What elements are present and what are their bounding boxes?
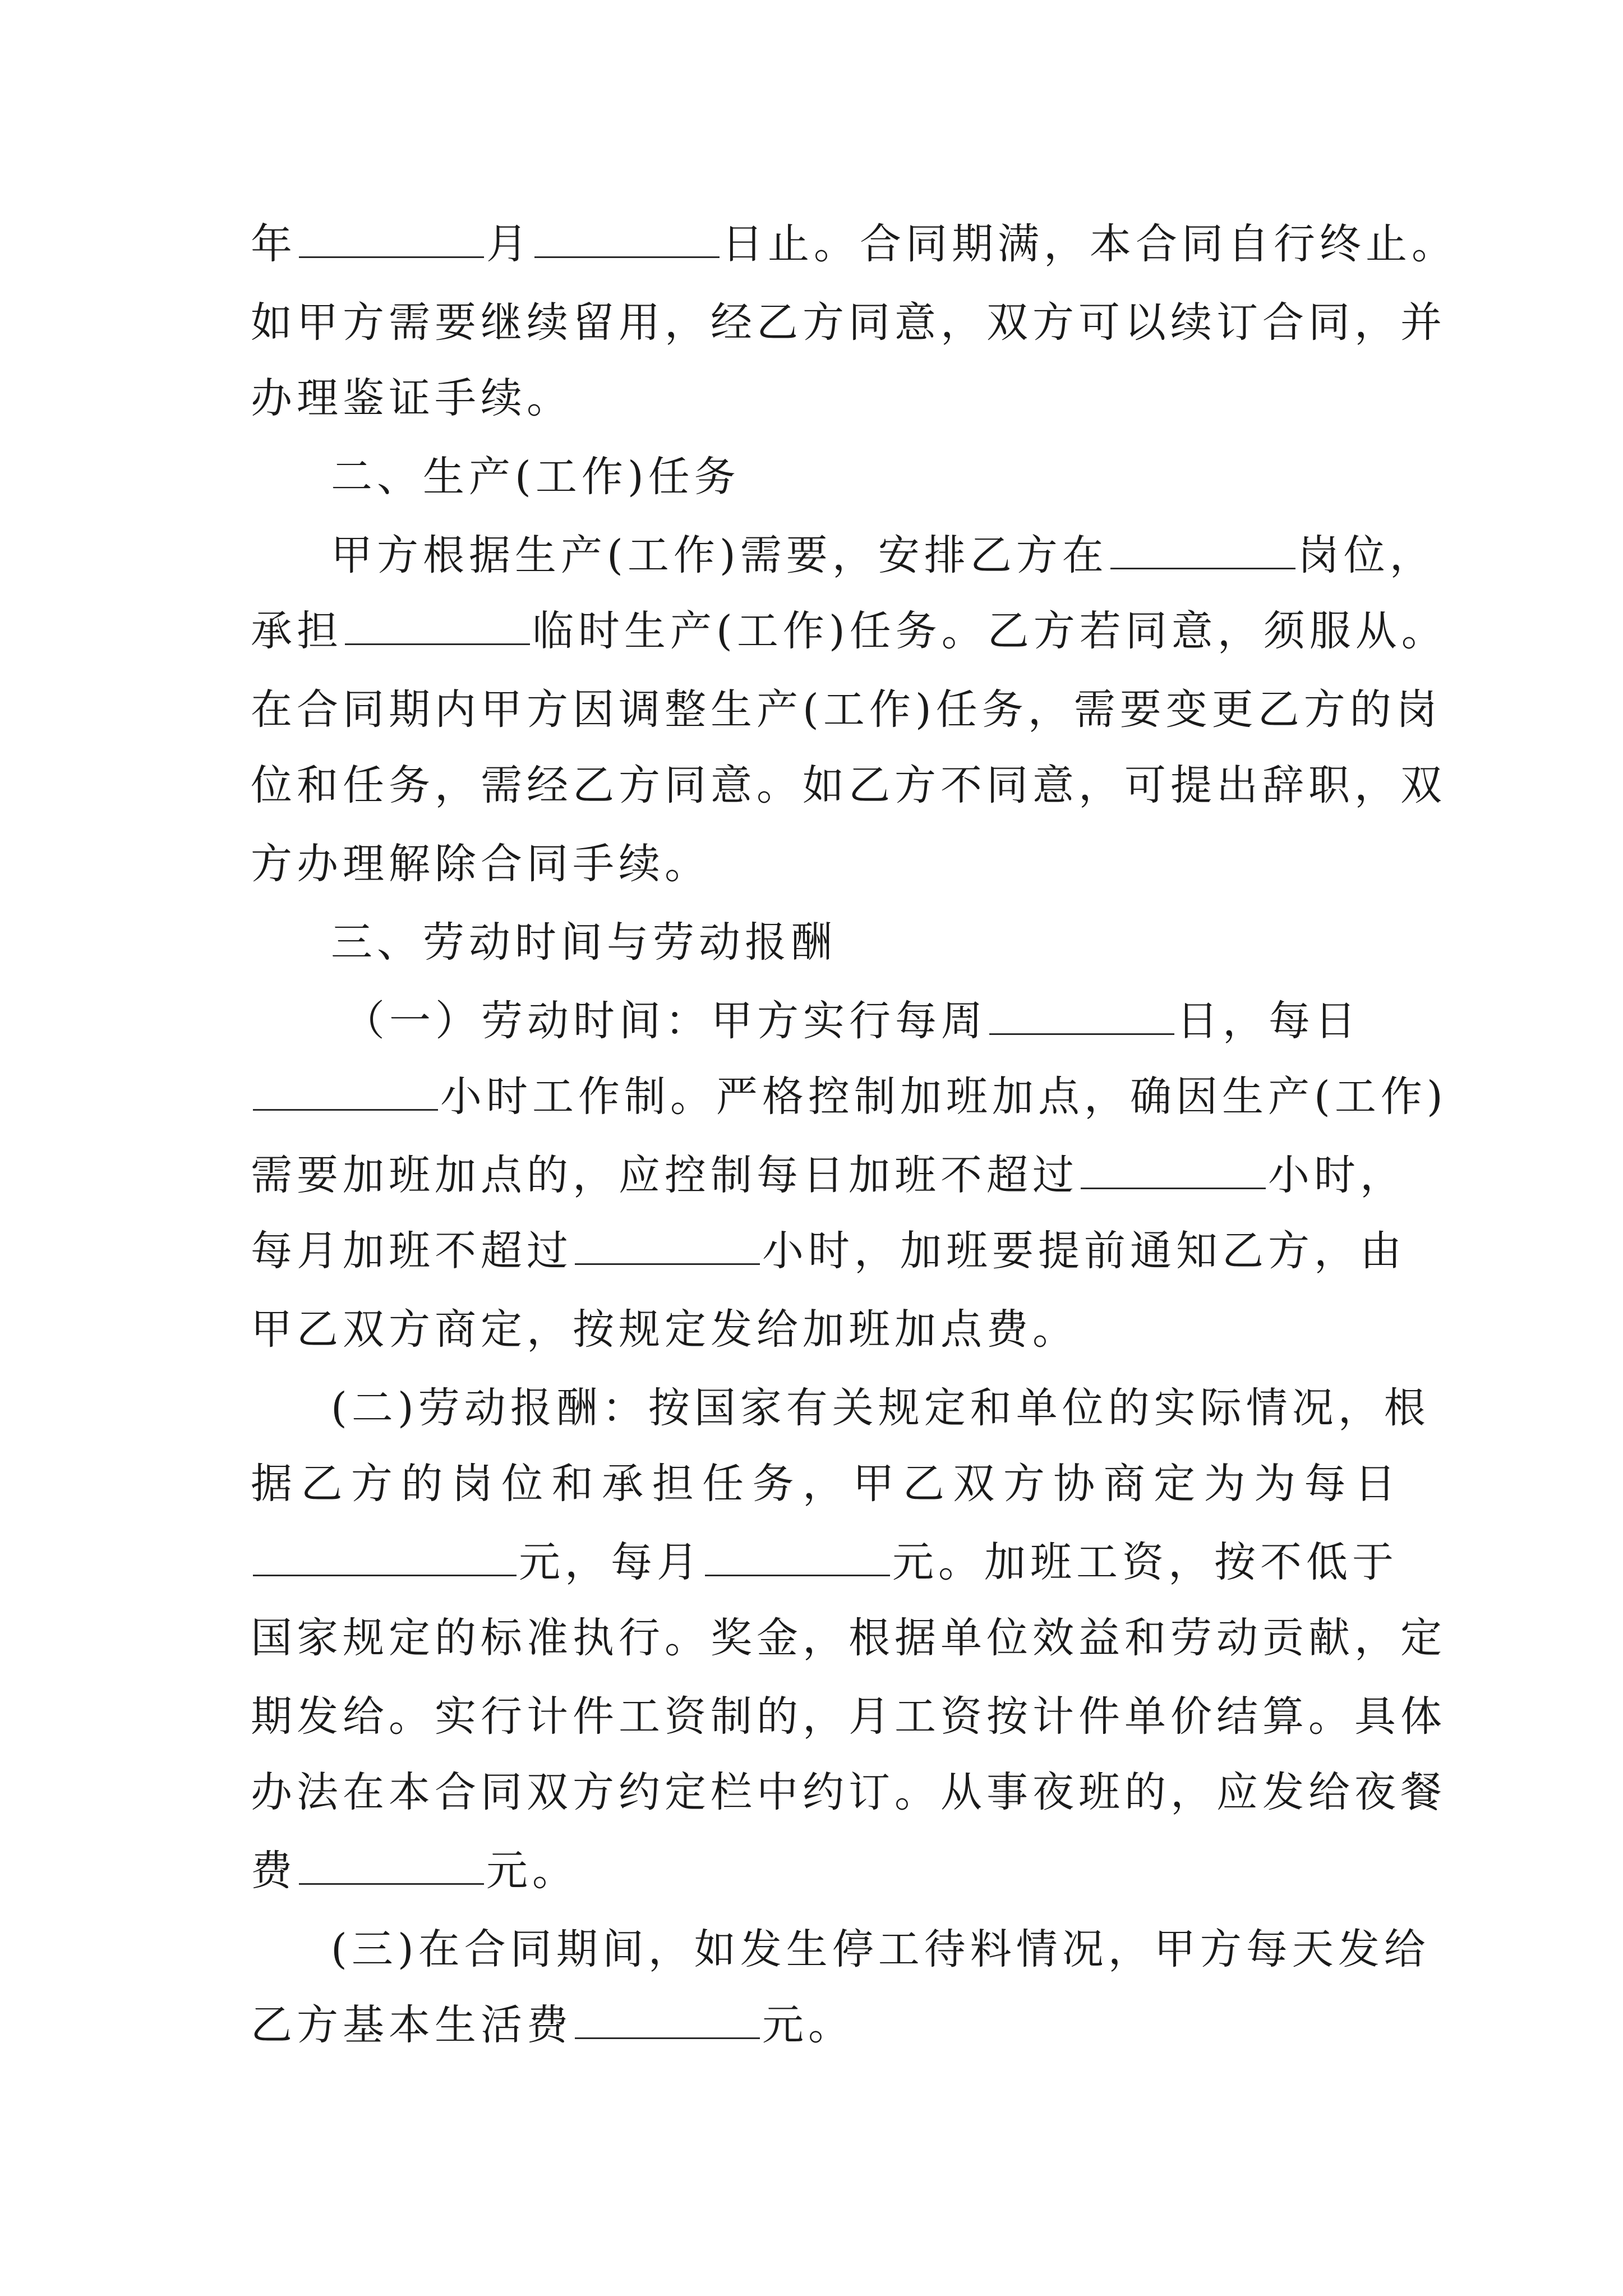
text-line-3: 办理鉴证手续。 [251,374,573,422]
text-line-1 [251,213,1458,275]
fill-in-blank[interactable] [575,1225,760,1265]
fill-in-blank[interactable] [299,218,484,258]
text-segment: 元。加班工资，按不低于 [892,1538,1398,1586]
text-line-18 [251,1531,1400,1593]
fill-in-blank[interactable] [534,218,720,258]
text-line-13 [251,1144,1406,1206]
fill-in-blank[interactable] [345,605,530,645]
text-line-12 [251,1066,1447,1128]
text-segment: 元。 [486,1847,578,1895]
text-segment: 临时生产(工作)任务。乙方若同意，须服从。 [532,607,1447,655]
text-segment: 月 [486,220,532,268]
text-line-9: 方办理解除合同手续。 [251,840,711,888]
text-line-21: 办法在本合同双方约定栏中约订。从事夜班的，应发给夜餐 [251,1768,1446,1816]
fill-in-blank[interactable] [253,1071,438,1111]
text-segment: 日，每日 [1177,997,1361,1045]
text-line-2: 如甲方需要继续留用，经乙方同意，双方可以续订合同，并 [251,298,1446,347]
text-segment: 小时，加班要提前通知乙方，由 [762,1227,1406,1275]
text-line-20: 期发给。实行计件工资制的，月工资按计件单价结算。具体 [251,1692,1446,1741]
text-segment: 每月加班不超过 [251,1227,573,1275]
text-segment: 乙方基本生活费 [251,2001,573,2049]
text-line-19: 国家规定的标准执行。奖金，根据单位效益和劳动贡献，定 [251,1614,1446,1662]
text-line-15: 甲乙双方商定，按规定发给加班加点费。 [251,1305,1078,1354]
fill-in-blank[interactable] [253,1536,517,1576]
text-line-6 [251,600,1447,662]
text-line-17: 据乙方的岗位和承担任务，甲乙双方协商定为为每日 [251,1460,1400,1508]
text-segment: 费 [251,1847,297,1895]
text-segment: 承担 [251,607,343,655]
text-segment: 需要加班加点的，应控制每日加班不超过 [251,1151,1078,1199]
fill-in-blank[interactable] [299,1845,484,1885]
text-segment: 日止。合同期满，本合同自行终止。 [722,220,1458,268]
text-segment: 年 [251,220,297,268]
text-line-5 [331,524,1436,586]
fill-in-blank[interactable] [1081,1149,1266,1189]
text-segment: 元，每月 [519,1538,703,1586]
text-segment: （一）劳动时间：甲方实行每周 [343,997,987,1045]
text-segment: 甲方根据生产(工作)需要，安排乙方在 [331,531,1108,579]
text-segment: 小时工作制。严格控制加班加点，确因生产(工作) [440,1073,1447,1121]
text-line-8: 位和任务，需经乙方同意。如乙方不同意，可提出辞职，双 [251,761,1446,809]
text-line-14 [251,1220,1406,1282]
text-segment: 岗位， [1297,531,1436,579]
text-line-22 [251,1840,1400,1902]
text-line-11 [343,990,1400,1052]
section-heading: 二、生产(工作)任务 [331,453,740,501]
text-line-16: (二)劳动报酬：按国家有关规定和单位的实际情况，根 [331,1384,1430,1432]
fill-in-blank[interactable] [705,1536,890,1576]
fill-in-blank[interactable] [1110,530,1295,569]
fill-in-blank[interactable] [575,1999,760,2039]
text-line-23: (三)在合同期间，如发生停工待料情况，甲方每天发给 [331,1925,1430,1973]
section-heading: 三、劳动时间与劳动报酬 [331,918,837,967]
text-line-24 [251,1994,1400,2056]
text-segment: 元。 [762,2001,854,2049]
text-segment: 小时， [1268,1151,1406,1199]
fill-in-blank[interactable] [989,995,1174,1035]
text-line-7: 在合同期内甲方因调整生产(工作)任务，需要变更乙方的岗 [251,685,1442,734]
